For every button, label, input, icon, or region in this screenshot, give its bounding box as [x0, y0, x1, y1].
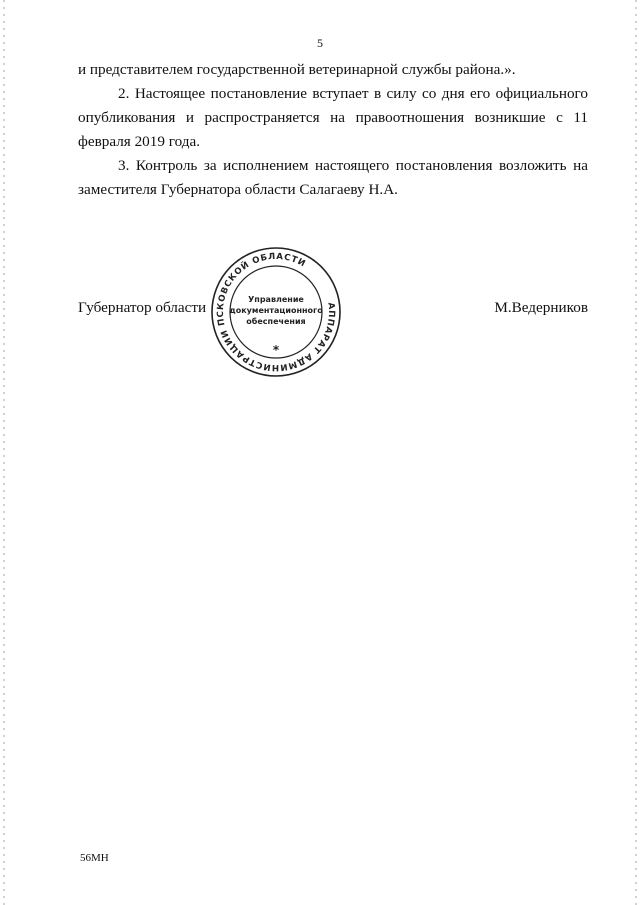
scan-edge-left	[3, 0, 5, 905]
signature-name: М.Ведерников	[494, 299, 588, 316]
seal-ring-text: АППАРАТ АДМИНИСТРАЦИИ ПСКОВСКОЙ ОБЛАСТИ	[215, 251, 337, 373]
document-body	[78, 58, 588, 202]
scan-edge-right	[635, 0, 637, 905]
seal-center-line3: обеспечения	[246, 317, 306, 326]
seal-center-line1: Управление	[248, 295, 304, 304]
document-code: 56МН	[80, 852, 109, 864]
paragraph-3: 3. Контроль за исполнением настоящего постановления возложить на заместителя Губернатора области Салагаеву Н.А.	[78, 157, 588, 198]
seal-graphic	[208, 244, 344, 380]
paragraph-continuation: и представителем государственной ветеринарной службы района.».	[78, 61, 516, 78]
official-seal	[208, 244, 344, 380]
signature-role: Губернатор области	[78, 299, 207, 316]
seal-star-icon: *	[272, 343, 280, 357]
seal-center-line2: документационного	[229, 306, 323, 315]
paragraph-2: 2. Настоящее постановление вступает в силу со дня его официального опубликования и распространяется на правоотношения возникшие с 11 февраля 2019 года.	[78, 85, 588, 150]
page-number: 5	[317, 36, 323, 50]
